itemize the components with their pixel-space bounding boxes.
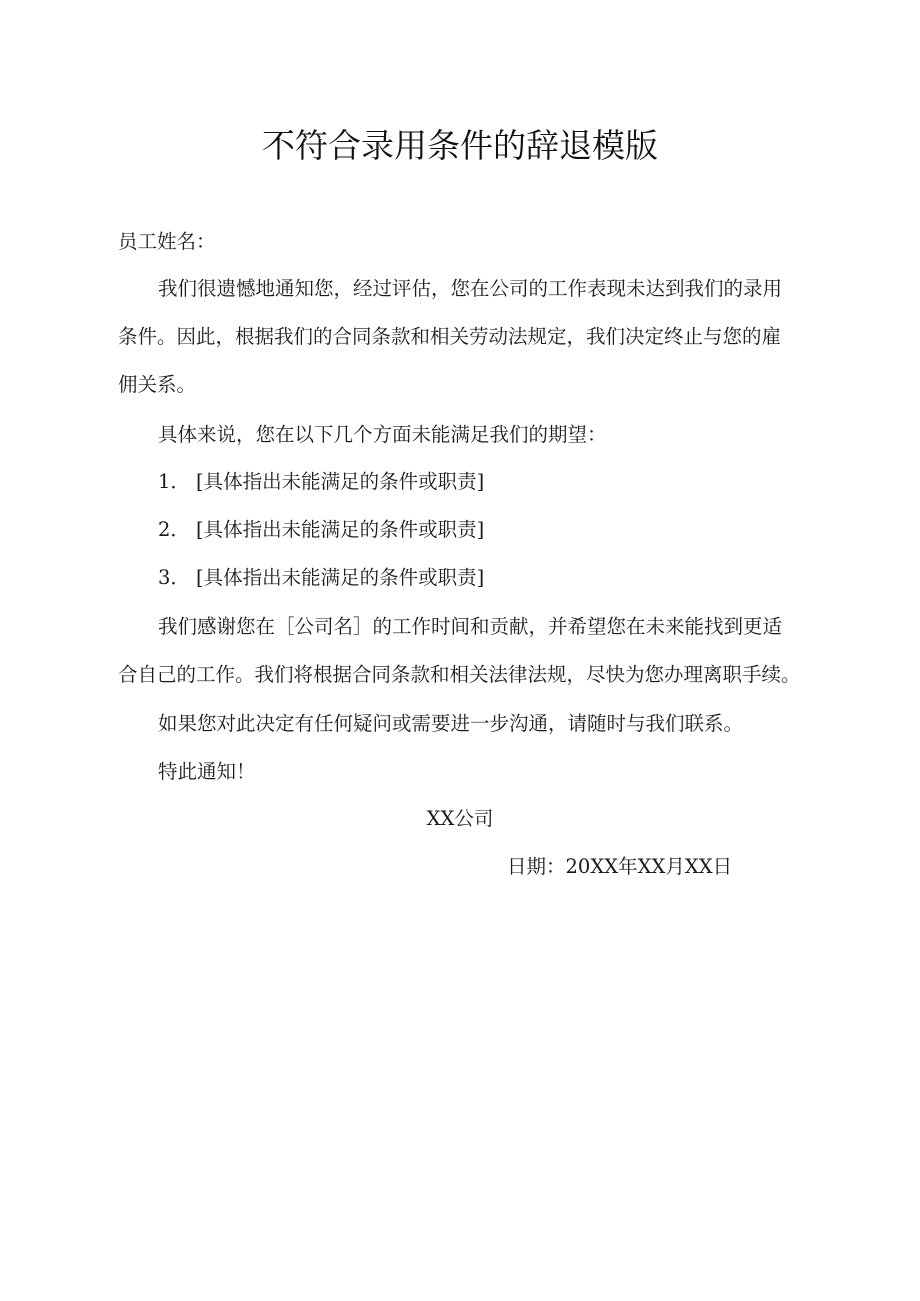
list-item (158, 563, 484, 593)
paragraph-4: 如果您对此决定有任何疑问或需要进一步沟通，请随时与我们联系。 (158, 712, 744, 735)
list-item (158, 467, 484, 497)
list-item-number: 1． (158, 470, 190, 493)
paragraph-1-line-1: 我们很遗憾地通知您，经过评估，您在公司的工作表现未达到我们的录用 (158, 277, 783, 300)
paragraph-1-line-2: 条件。因此，根据我们的合同条款和相关劳动法规定，我们决定终止与您的雇 (118, 325, 782, 348)
salutation: 员工姓名： (118, 230, 216, 253)
list-item (158, 515, 484, 545)
list-item-number: 2． (158, 518, 190, 541)
list-item-text: [具体指出未能满足的条件或职责] (196, 470, 485, 493)
list-item-text: [具体指出未能满足的条件或职责] (196, 566, 485, 589)
list-item-number: 3． (158, 566, 190, 589)
paragraph-3-line-1: 我们感谢您在［公司名］的工作时间和贡献，并希望您在未来能找到更适 (158, 615, 783, 638)
list-item-text: [具体指出未能满足的条件或职责] (196, 518, 485, 541)
paragraph-2: 具体来说，您在以下几个方面未能满足我们的期望： (158, 423, 607, 446)
paragraph-3-line-2: 合自己的工作。我们将根据合同条款和相关法律法规，尽快为您办理离职手续。 (118, 663, 801, 686)
paragraph-1-line-3: 佣关系。 (118, 373, 197, 396)
company-signature: XX公司 (426, 807, 494, 830)
closing-text: 特此通知！ (158, 760, 256, 783)
page-title: 不符合录用条件的辞退模版 (262, 126, 658, 165)
date-line: 日期：20XX年XX月XX日 (507, 855, 733, 878)
